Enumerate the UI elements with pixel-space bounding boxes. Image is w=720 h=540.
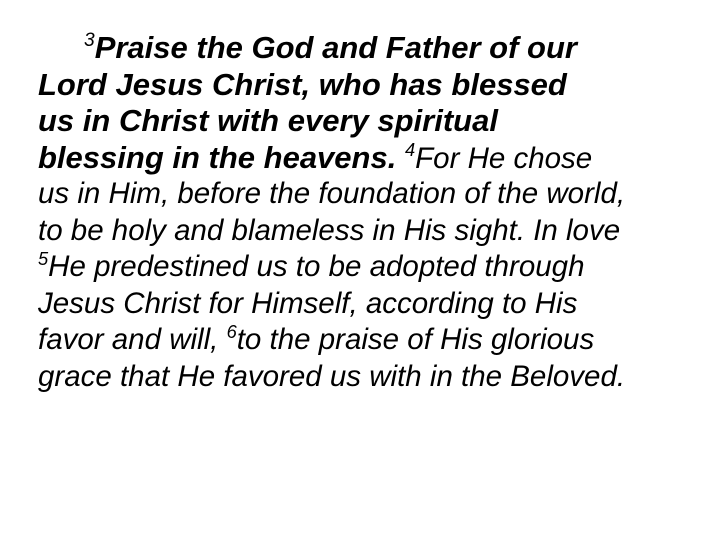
passage-line-4-bold-text: blessing in the heavens. [38, 139, 397, 175]
passage-line-9-text-b: to the praise of His glorious [236, 323, 595, 356]
scripture-passage [38, 30, 698, 395]
passage-line-6: to be holy and blameless in His sight. In love [38, 213, 621, 247]
verse-number-6: 6 [226, 320, 237, 342]
passage-line-2: Lord Jesus Christ, who has blessed [38, 66, 567, 102]
verse-number-3: 3 [84, 30, 95, 52]
passage-line-1 [38, 30, 698, 67]
passage-line-8: Jesus Christ for Himself, according to His [38, 286, 578, 320]
passage-line-10: grace that He favored us with in the Beloved. [38, 359, 626, 393]
verse-number-4: 4 [404, 139, 416, 161]
passage-line-5: us in Him, before the foundation of the world, [38, 177, 626, 210]
passage-line-9-text-a: favor and will, [38, 323, 219, 356]
passage-line-4-rest-text: For He chose [415, 141, 593, 175]
passage-line-4-normal [404, 139, 593, 175]
passage-line-1-text: Praise the God and Father of our [94, 30, 577, 65]
passage-line-3: us in Christ with every spiritual [38, 103, 498, 138]
passage-line-7 [38, 249, 698, 286]
passage-line-9 [38, 322, 698, 359]
verse-number-5: 5 [38, 247, 49, 269]
passage-line-4 [38, 140, 698, 177]
passage-line-7-text: He predestined us to be adopted through [48, 250, 585, 283]
